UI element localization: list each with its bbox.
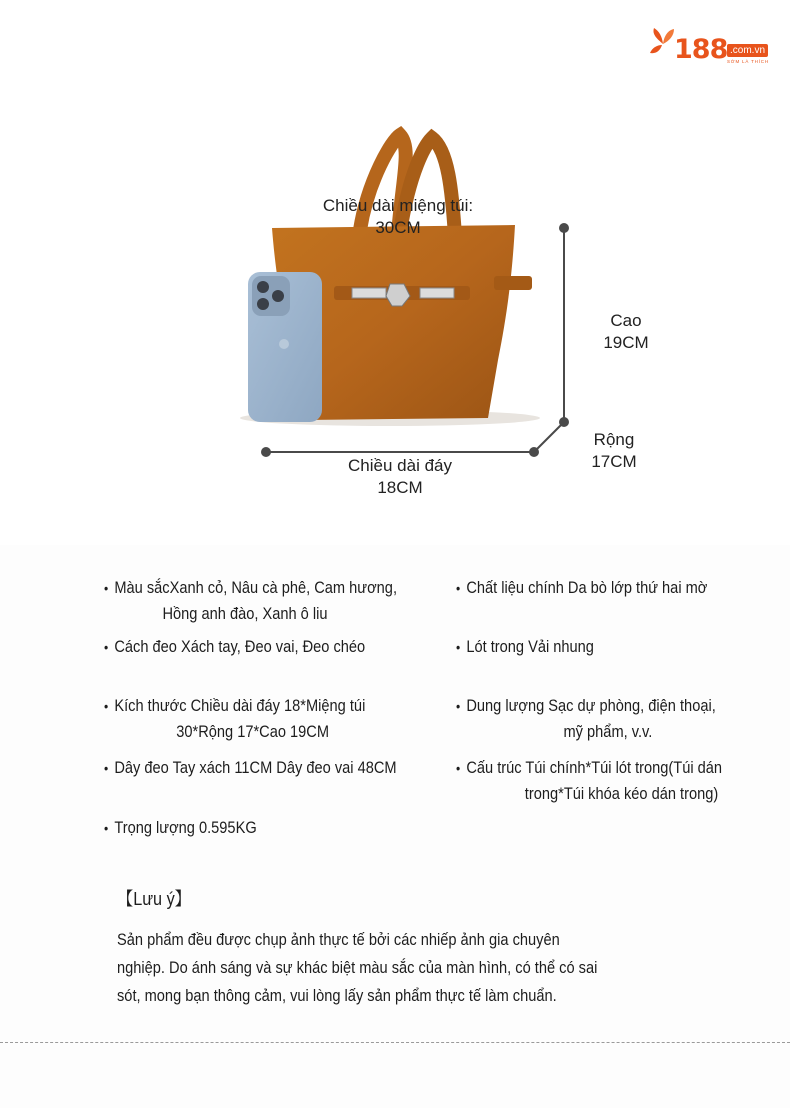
spec-size-line2: 30*Rộng 17*Cao 19CM: [176, 722, 330, 741]
spec-capacity: [456, 693, 716, 744]
note-line-2: nghiệp. Do ánh sáng và sự khác biệt màu sắc của màn hình, có thể có sai: [117, 958, 598, 977]
spec-strap: [104, 755, 397, 781]
camera-lens: [272, 290, 284, 302]
logo-number: 188: [674, 34, 728, 65]
bullet-icon: •: [104, 820, 109, 836]
buckle-right: [420, 288, 454, 298]
height-text: Cao: [610, 311, 642, 330]
note-line-3: sót, mong bạn thông cảm, vui lòng lấy sản phẩm thực tế làm chuẩn.: [117, 986, 557, 1005]
spec-carry-text: Cách đeo Xách tay, Đeo vai, Đeo chéo: [114, 637, 366, 656]
bottom-length-text: Chiều dài đáy: [348, 456, 452, 475]
height-value: 19CM: [603, 333, 649, 352]
spec-lining: [456, 634, 594, 660]
note-line-1: Sản phẩm đều được chụp ảnh thực tế bởi các nhiếp ảnh gia chuyên: [117, 930, 560, 949]
apple-logo-icon: [279, 339, 289, 349]
spec-carry: [104, 634, 365, 660]
bullet-icon: •: [456, 760, 461, 776]
bullet-icon: •: [104, 760, 109, 776]
note-title: 【Lưu ý】: [117, 889, 191, 909]
width-text: Rộng: [593, 430, 635, 449]
dashed-divider: [0, 1042, 790, 1043]
spec-capacity-line1: Dung lượng Sạc dự phòng, điện thoại,: [466, 696, 716, 715]
width-label: [578, 429, 650, 473]
mouth-length-label: [306, 195, 490, 239]
spec-strap-text: Dây đeo Tay xách 11CM Dây đeo vai 48CM: [114, 758, 397, 777]
spec-structure-line2: trong*Túi khóa kéo dán trong): [524, 784, 719, 803]
mouth-length-value: 30CM: [375, 218, 421, 237]
spec-capacity-line2: mỹ phẩm, v.v.: [563, 722, 653, 741]
camera-lens: [257, 298, 269, 310]
logo-tagline: SỚM LÀ THÍCH: [727, 59, 769, 64]
spec-material: [456, 575, 707, 601]
bottom-length-label: [330, 455, 470, 499]
bullet-icon: •: [456, 639, 461, 655]
spec-size: [104, 693, 365, 744]
spec-lining-text: Lót trong Vải nhung: [466, 637, 594, 656]
spec-color: [104, 575, 397, 626]
spec-weight: [104, 815, 257, 841]
buckle-left: [352, 288, 386, 298]
bullet-icon: •: [104, 639, 109, 655]
camera-lens: [257, 281, 269, 293]
spec-material-text: Chất liệu chính Da bò lớp thứ hai mờ: [466, 578, 708, 597]
spec-color-line1: Màu sắcXanh cỏ, Nâu cà phê, Cam hương,: [114, 578, 398, 597]
bullet-icon: •: [104, 698, 109, 714]
phone-camera-block: [252, 276, 290, 316]
bullet-icon: •: [456, 580, 461, 596]
spec-size-line1: Kích thước Chiều dài đáy 18*Miệng túi: [114, 696, 366, 715]
mouth-length-text: Chiều dài miệng túi:: [322, 196, 474, 215]
height-label: [588, 310, 664, 354]
spec-weight-text: Trọng lượng 0.595KG: [114, 818, 257, 837]
logo-domain: .com.vn: [727, 44, 768, 57]
width-value: 17CM: [591, 452, 637, 471]
spec-color-line2: Hồng anh đào, Xanh ô liu: [162, 604, 328, 623]
spec-structure-line1: Cấu trúc Túi chính*Túi lót trong(Túi dán: [466, 758, 723, 777]
product-photo: [0, 0, 790, 530]
spec-structure: [456, 755, 722, 806]
depth-line: [534, 422, 564, 452]
side-strap: [494, 276, 532, 290]
bullet-icon: •: [104, 580, 109, 596]
bullet-icon: •: [456, 698, 461, 714]
bottom-length-value: 18CM: [377, 478, 423, 497]
bag-illustration: [0, 0, 790, 530]
